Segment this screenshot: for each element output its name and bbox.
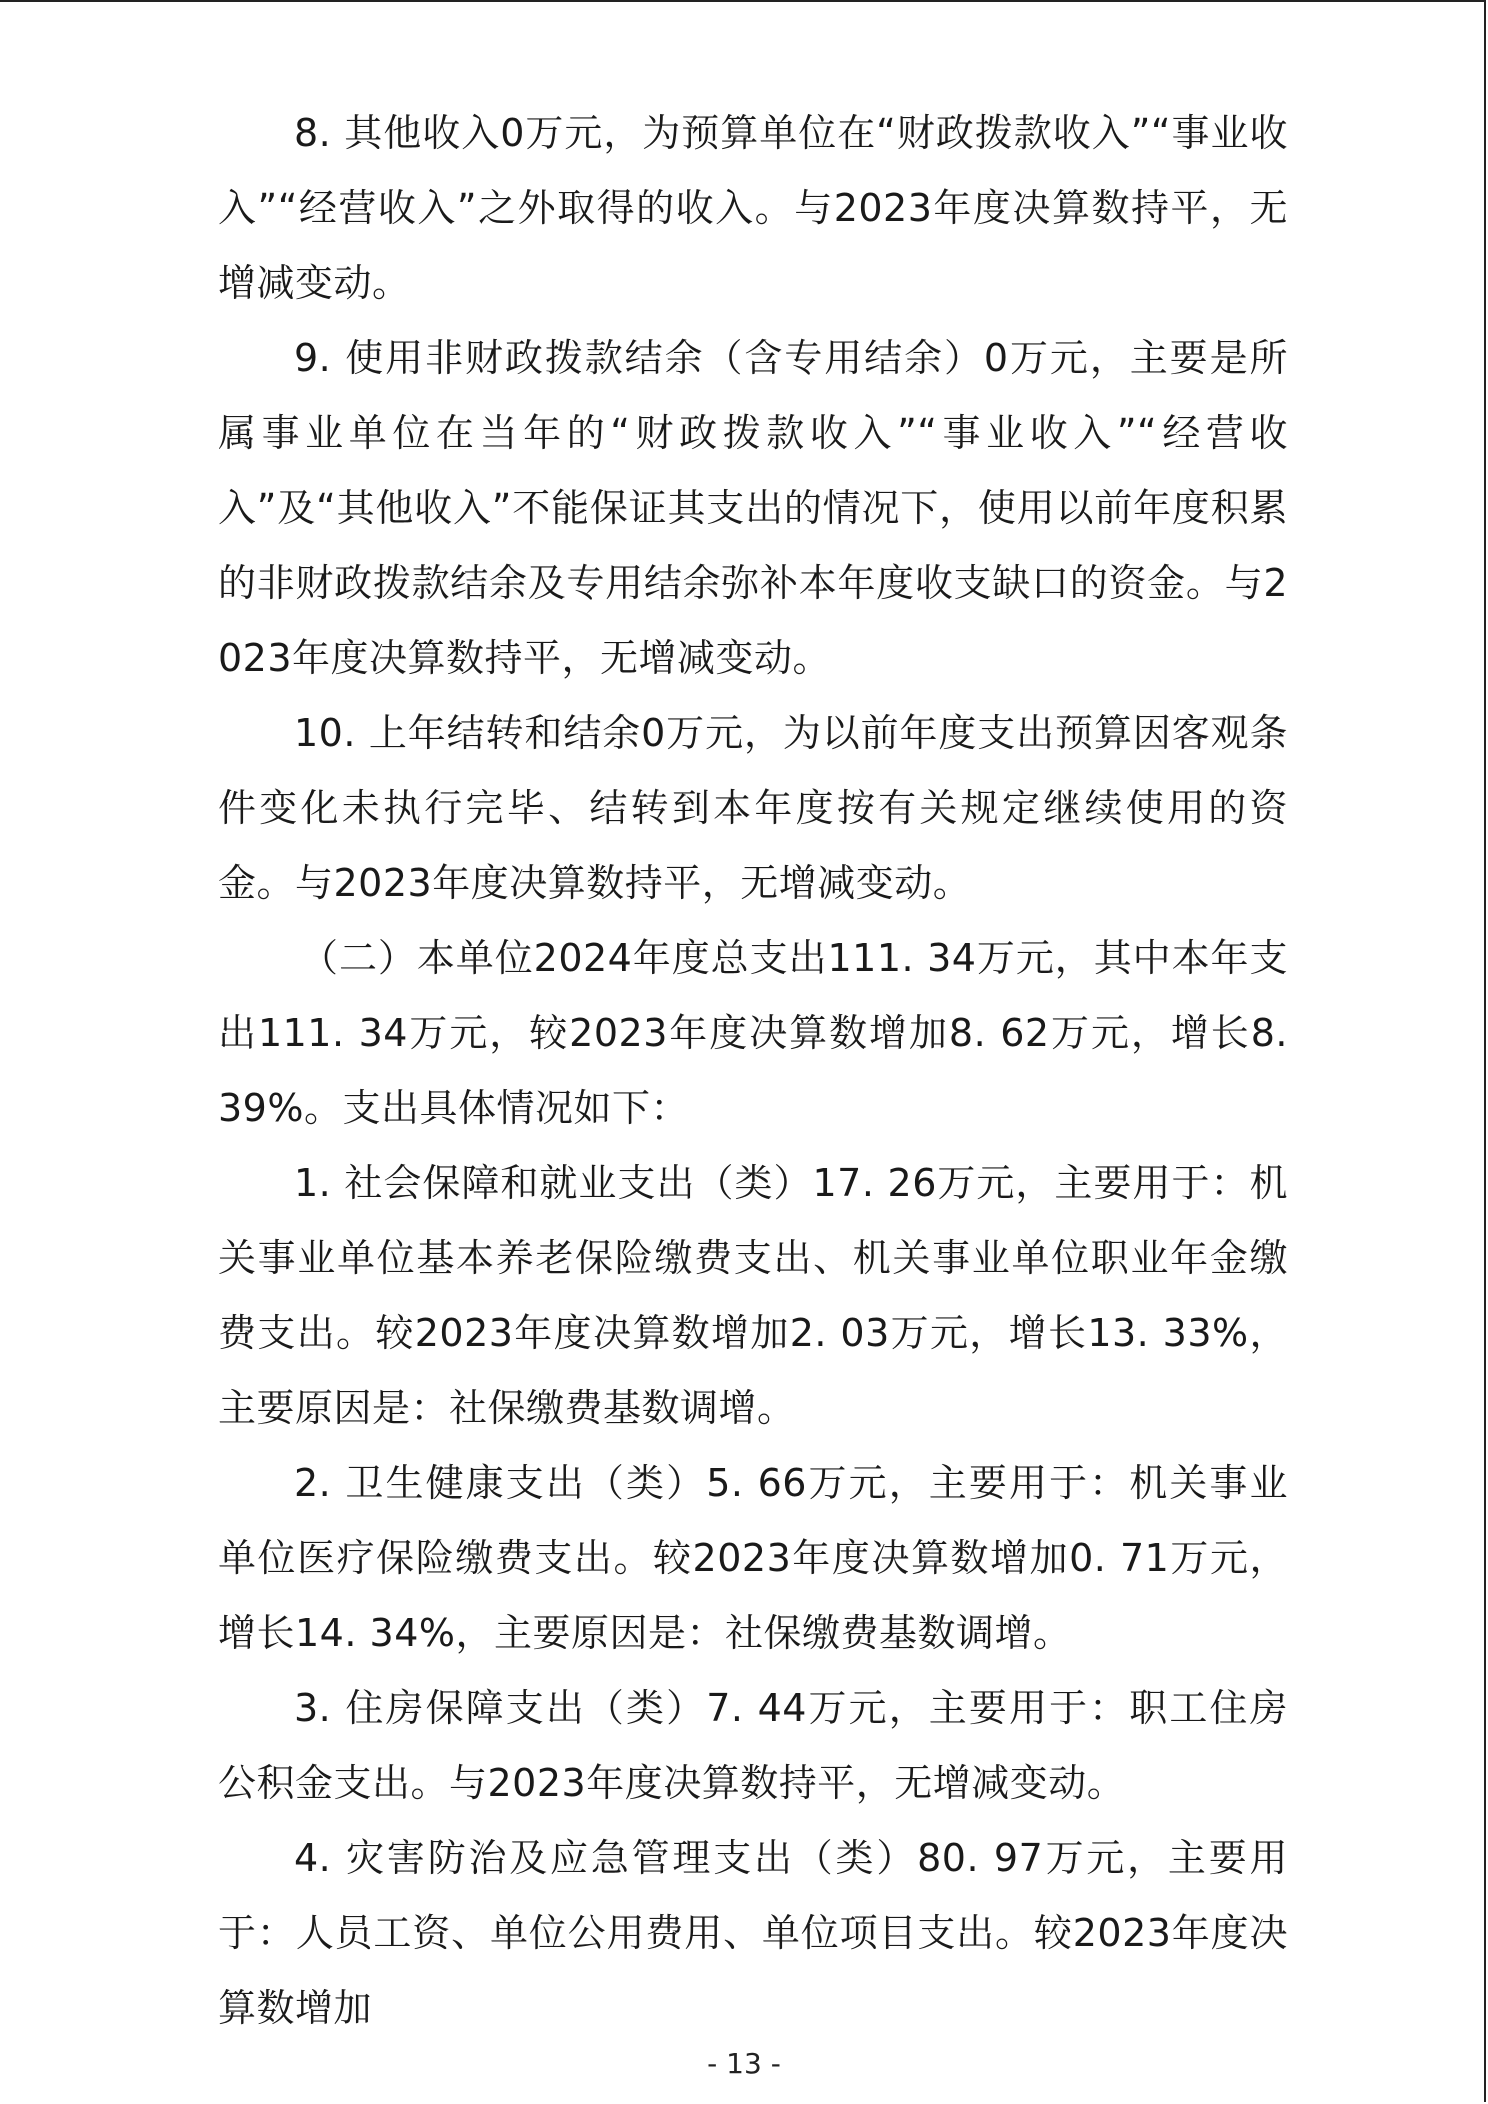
paragraph-prior-year-carryover: 10. 上年结转和结余0万元，为以前年度支出预算因客观条件变化未执行完毕、结转到本年度按有关规定继续使用的资金。与2023年度决算数持平，无增减变动。 — [218, 711, 1288, 905]
paragraph-other-income: 8. 其他收入0万元，为预算单位在“财政拨款收入”“事业收入”“经营收入”之外取得的收入。与2023年度决算数持平，无增减变动。 — [218, 111, 1288, 305]
document-body — [218, 96, 1288, 2046]
paragraph-social-security: 1. 社会保障和就业支出（类）17. 26万元，主要用于：机关事业单位基本养老保险缴费支出、机关事业单位职业年金缴费支出。较2023年度决算数增加2. 03万元，增长13. 33%，主要原因是：社保缴费基数调增。 — [218, 1161, 1288, 1430]
page-number: - 13 - — [707, 2047, 781, 2080]
paragraph-housing: 3. 住房保障支出（类）7. 44万元，主要用于：职工住房公积金支出。与2023年度决算数持平，无增减变动。 — [218, 1686, 1288, 1805]
paragraph-total-expenditure: （二）本单位2024年度总支出111. 34万元，其中本年支出111. 34万元，较2023年度决算数增加8. 62万元，增长8. 39%。支出具体情况如下： — [218, 936, 1288, 1130]
paragraph-disaster-prevention: 4. 灾害防治及应急管理支出（类）80. 97万元，主要用于：人员工资、单位公用费用、单位项目支出。较2023年度决算数增加 — [218, 1836, 1288, 2030]
paragraph-health: 2. 卫生健康支出（类）5. 66万元，主要用于：机关事业单位医疗保险缴费支出。较2023年度决算数增加0. 71万元，增长14. 34%，主要原因是：社保缴费基数调增。 — [218, 1461, 1288, 1655]
paragraph-non-fiscal-balance: 9. 使用非财政拨款结余（含专用结余）0万元，主要是所属事业单位在当年的“财政拨款收入”“事业收入”“经营收入”及“其他收入”不能保证其支出的情况下，使用以前年度积累的非财政拨款结余及专用结余弥补本年度收支缺口的资金。与2023年度决算数持平，无增减变动。 — [218, 336, 1288, 680]
